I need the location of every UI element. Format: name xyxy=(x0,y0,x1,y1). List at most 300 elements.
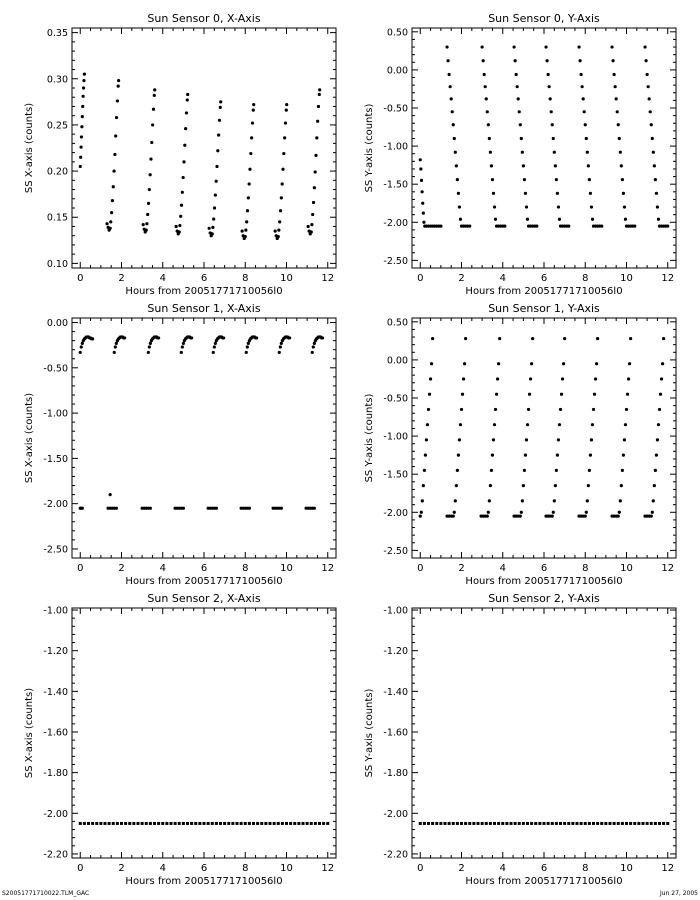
data-point xyxy=(109,493,112,496)
data-point xyxy=(486,514,489,517)
data-point xyxy=(547,73,550,76)
data-point xyxy=(653,164,656,167)
data-point xyxy=(591,218,594,221)
data-point xyxy=(535,224,538,227)
y-tick-label: 0.15 xyxy=(46,212,68,224)
data-series xyxy=(445,45,471,227)
data-point xyxy=(459,218,462,221)
y-axis-label: SS Y-axis (counts) xyxy=(364,103,375,193)
data-point xyxy=(624,423,627,426)
data-point xyxy=(562,362,565,365)
y-tick-label: -1.00 xyxy=(383,431,408,443)
data-point xyxy=(445,45,448,48)
data-point xyxy=(318,88,321,91)
data-point xyxy=(584,123,587,126)
data-point xyxy=(145,222,148,225)
data-point xyxy=(313,507,316,510)
data-series xyxy=(147,335,161,354)
data-point xyxy=(80,345,83,348)
data-series xyxy=(512,45,538,227)
y-tick-label: -1.40 xyxy=(383,686,408,698)
data-point xyxy=(419,167,422,170)
data-point xyxy=(585,137,588,140)
data-point xyxy=(557,438,560,441)
data-point xyxy=(458,438,461,441)
data-point xyxy=(312,201,315,204)
x-tick-label: 8 xyxy=(242,273,249,284)
x-tick-label: 12 xyxy=(321,863,335,874)
x-tick-label: 2 xyxy=(458,563,465,574)
data-point xyxy=(512,45,515,48)
data-point xyxy=(82,86,85,89)
data-point xyxy=(544,45,547,48)
plot-frame xyxy=(72,608,336,858)
y-tick-label: 0.20 xyxy=(46,166,68,178)
data-point xyxy=(148,188,151,191)
data-point xyxy=(518,110,521,113)
data-point xyxy=(456,469,459,472)
data-point xyxy=(453,511,456,514)
data-point xyxy=(561,377,564,380)
data-point xyxy=(658,408,661,411)
data-point xyxy=(488,499,491,502)
data-point xyxy=(180,351,183,354)
y-tick-label: 0.10 xyxy=(46,258,68,270)
data-point xyxy=(426,423,429,426)
data-point xyxy=(456,178,459,181)
data-point xyxy=(516,85,519,88)
data-point xyxy=(524,454,527,457)
y-tick-label: 0.30 xyxy=(46,74,68,86)
data-point xyxy=(313,186,316,189)
data-point xyxy=(482,59,485,62)
data-point xyxy=(211,232,214,235)
panel-ss1-x xyxy=(24,302,336,587)
plot-frame xyxy=(72,318,336,558)
y-tick-label: -2.50 xyxy=(383,255,408,267)
data-point xyxy=(146,213,149,216)
y-tick-label: -1.50 xyxy=(383,469,408,481)
data-point xyxy=(115,507,118,510)
data-point xyxy=(655,454,658,457)
data-point xyxy=(281,182,284,185)
data-point xyxy=(610,45,613,48)
data-point xyxy=(549,97,552,100)
data-point xyxy=(181,191,184,194)
data-point xyxy=(112,169,115,172)
data-point xyxy=(528,393,531,396)
x-tick-label: 10 xyxy=(620,563,633,574)
data-point xyxy=(587,484,590,487)
data-point xyxy=(153,94,156,97)
data-point xyxy=(627,377,630,380)
data-point xyxy=(550,110,553,113)
data-point xyxy=(182,507,185,510)
data-point xyxy=(619,499,622,502)
data-point xyxy=(216,149,219,152)
data-point xyxy=(453,137,456,140)
data-point xyxy=(582,97,585,100)
data-point xyxy=(214,193,217,196)
data-point xyxy=(148,345,151,348)
data-point xyxy=(215,165,218,168)
data-point xyxy=(109,227,112,230)
data-point xyxy=(531,337,534,340)
x-tick-label: 4 xyxy=(499,273,506,284)
data-point xyxy=(525,438,528,441)
data-point xyxy=(656,438,659,441)
data-point xyxy=(495,393,498,396)
data-point xyxy=(185,111,188,114)
data-point xyxy=(490,469,493,472)
data-point xyxy=(212,351,215,354)
data-point xyxy=(307,225,310,228)
x-tick-label: 4 xyxy=(499,563,506,574)
y-tick-label: -2.50 xyxy=(43,544,68,556)
panel-ss1-y xyxy=(364,302,676,587)
data-point xyxy=(514,59,517,62)
data-point xyxy=(114,134,117,137)
data-series xyxy=(180,335,194,354)
data-point xyxy=(648,97,651,100)
data-point xyxy=(558,423,561,426)
chart-title: Sun Sensor 2, X-Axis xyxy=(147,592,261,605)
y-tick-label: -2.20 xyxy=(383,849,408,861)
data-point xyxy=(556,454,559,457)
data-point xyxy=(113,153,116,156)
chart-title: Sun Sensor 2, Y-Axis xyxy=(488,592,600,605)
data-point xyxy=(581,85,584,88)
data-point xyxy=(529,377,532,380)
data-point xyxy=(556,192,559,195)
data-point xyxy=(79,165,82,168)
data-point xyxy=(655,192,658,195)
data-point xyxy=(486,110,489,113)
data-point xyxy=(587,164,590,167)
data-point xyxy=(81,105,84,108)
data-series xyxy=(311,335,325,354)
data-point xyxy=(520,137,523,140)
data-point xyxy=(215,180,218,183)
data-point xyxy=(147,202,150,205)
data-point xyxy=(503,224,506,227)
x-tick-label: 0 xyxy=(417,273,424,284)
data-point xyxy=(247,196,250,199)
y-tick-label: -2.50 xyxy=(383,545,408,557)
data-point xyxy=(248,168,251,171)
chart-title: Sun Sensor 1, Y-Axis xyxy=(488,302,600,315)
x-tick-label: 2 xyxy=(458,863,465,874)
data-point xyxy=(521,151,524,154)
data-point xyxy=(317,105,320,108)
data-point xyxy=(633,224,636,227)
data-point xyxy=(522,484,525,487)
data-point xyxy=(116,99,119,102)
data-point xyxy=(81,507,84,510)
data-point xyxy=(617,123,620,126)
data-series xyxy=(610,45,636,227)
y-tick-label: 0.00 xyxy=(386,65,408,77)
data-point xyxy=(112,185,115,188)
data-point xyxy=(552,137,555,140)
data-point xyxy=(558,218,561,221)
data-point xyxy=(278,351,281,354)
x-tick-label: 12 xyxy=(321,563,335,574)
data-point xyxy=(459,423,462,426)
data-point xyxy=(213,206,216,209)
data-point xyxy=(524,192,527,195)
data-point xyxy=(563,337,566,340)
x-tick-label: 8 xyxy=(242,863,249,874)
data-point xyxy=(628,362,631,365)
data-point xyxy=(649,110,652,113)
data-point xyxy=(315,136,318,139)
y-tick-label: 0.00 xyxy=(46,318,68,330)
data-point xyxy=(117,85,120,88)
x-tick-label: 6 xyxy=(540,563,548,574)
data-point xyxy=(457,454,460,457)
data-point xyxy=(594,377,597,380)
data-point xyxy=(592,408,595,411)
data-series xyxy=(453,337,468,514)
data-point xyxy=(457,192,460,195)
data-point xyxy=(552,511,555,514)
x-tick-label: 8 xyxy=(582,563,589,574)
data-point xyxy=(81,115,84,118)
data-series xyxy=(271,507,282,510)
x-tick-label: 4 xyxy=(159,863,166,874)
data-point xyxy=(422,221,425,224)
data-series xyxy=(79,73,86,169)
x-tick-label: 6 xyxy=(540,863,548,874)
data-point xyxy=(252,103,255,106)
data-point xyxy=(650,514,653,517)
data-point xyxy=(621,469,624,472)
data-series xyxy=(274,103,289,240)
x-tick-label: 2 xyxy=(118,273,125,284)
data-point xyxy=(659,393,662,396)
data-point xyxy=(526,218,529,221)
y-tick-label: -1.00 xyxy=(383,605,408,617)
data-point xyxy=(523,178,526,181)
data-point xyxy=(629,337,632,340)
data-point xyxy=(280,507,283,510)
data-point xyxy=(449,85,452,88)
data-point xyxy=(311,351,314,354)
data-point xyxy=(493,423,496,426)
data-point xyxy=(583,110,586,113)
x-tick-label: 12 xyxy=(321,273,335,284)
data-point xyxy=(498,337,501,340)
data-point xyxy=(484,85,487,88)
data-point xyxy=(123,336,126,339)
data-point xyxy=(150,141,153,144)
data-point xyxy=(611,59,614,62)
data-point xyxy=(487,511,490,514)
data-point xyxy=(554,484,557,487)
y-axis-label: SS Y-axis (counts) xyxy=(364,688,375,778)
data-series xyxy=(207,507,218,510)
y-tick-label: -1.00 xyxy=(43,605,68,617)
data-point xyxy=(281,168,284,171)
data-point xyxy=(314,154,317,157)
data-point xyxy=(487,123,490,126)
data-point xyxy=(559,408,562,411)
data-point xyxy=(589,192,592,195)
data-point xyxy=(614,85,617,88)
data-series xyxy=(240,507,251,510)
data-point xyxy=(662,337,665,340)
data-point xyxy=(419,514,422,517)
data-point xyxy=(595,362,598,365)
data-point xyxy=(184,127,187,130)
data-point xyxy=(654,178,657,181)
data-point xyxy=(446,59,449,62)
footer-date: Jun 27, 2005 xyxy=(659,890,698,897)
data-point xyxy=(244,235,247,238)
x-tick-label: 8 xyxy=(242,563,249,574)
data-point xyxy=(517,97,520,100)
data-point xyxy=(585,511,588,514)
data-point xyxy=(149,507,152,510)
data-point xyxy=(316,120,319,123)
x-tick-label: 0 xyxy=(77,563,84,574)
data-point xyxy=(586,151,589,154)
data-point xyxy=(114,345,117,348)
data-series xyxy=(245,335,259,354)
data-point xyxy=(79,156,82,159)
y-tick-label: -0.50 xyxy=(383,393,408,405)
data-point xyxy=(651,137,654,140)
y-tick-label: -1.80 xyxy=(383,768,408,780)
x-tick-label: 10 xyxy=(280,863,293,874)
data-point xyxy=(115,116,118,119)
data-point xyxy=(255,336,258,339)
data-series xyxy=(174,507,185,510)
data-point xyxy=(278,220,281,223)
x-tick-label: 8 xyxy=(582,863,589,874)
data-point xyxy=(208,227,211,230)
data-point xyxy=(623,205,626,208)
data-point xyxy=(644,59,647,62)
data-point xyxy=(282,152,285,155)
data-point xyxy=(219,106,222,109)
data-point xyxy=(312,345,315,348)
data-point xyxy=(588,469,591,472)
y-tick-label: -1.40 xyxy=(43,686,68,698)
data-point xyxy=(252,109,255,112)
data-series xyxy=(113,335,127,354)
data-series xyxy=(79,335,95,354)
data-point xyxy=(152,108,155,111)
data-point xyxy=(245,220,248,223)
data-point xyxy=(450,97,453,100)
data-series xyxy=(651,337,666,514)
x-tick-label: 10 xyxy=(620,863,633,874)
data-point xyxy=(545,59,548,62)
data-series xyxy=(577,514,586,517)
y-tick-label: 0.50 xyxy=(386,317,408,329)
data-point xyxy=(186,98,189,101)
data-point xyxy=(280,196,283,199)
data-point xyxy=(285,109,288,112)
x-tick-label: 0 xyxy=(77,863,84,874)
data-point xyxy=(618,137,621,140)
data-point xyxy=(452,514,455,517)
y-tick-label: -1.60 xyxy=(43,727,68,739)
data-point xyxy=(652,499,655,502)
data-point xyxy=(600,224,603,227)
data-point xyxy=(493,205,496,208)
data-point xyxy=(497,362,500,365)
data-point xyxy=(439,224,442,227)
data-point xyxy=(613,73,616,76)
data-point xyxy=(241,229,244,232)
x-axis-label: Hours from 20051771710056l0 xyxy=(125,576,283,587)
data-series xyxy=(487,337,502,514)
data-point xyxy=(464,337,467,340)
data-point xyxy=(182,176,185,179)
y-tick-label: -1.00 xyxy=(383,141,408,153)
data-series xyxy=(544,514,553,517)
data-point xyxy=(284,121,287,124)
data-point xyxy=(551,123,554,126)
data-point xyxy=(650,123,653,126)
data-point xyxy=(525,205,528,208)
data-point xyxy=(468,224,471,227)
data-point xyxy=(318,93,321,96)
data-point xyxy=(591,423,594,426)
data-point xyxy=(481,45,484,48)
data-point xyxy=(620,484,623,487)
data-point xyxy=(589,454,592,457)
data-point xyxy=(420,179,423,182)
y-axis-label: SS X-axis (counts) xyxy=(24,392,35,484)
x-axis-label: Hours from 20051771710056l0 xyxy=(465,876,623,887)
data-point xyxy=(181,345,184,348)
data-point xyxy=(288,336,291,339)
data-series xyxy=(241,103,256,240)
data-point xyxy=(590,438,593,441)
data-point xyxy=(657,423,660,426)
data-point xyxy=(619,151,622,154)
data-point xyxy=(494,218,497,221)
data-point xyxy=(311,213,314,216)
data-series xyxy=(552,337,567,514)
data-point xyxy=(490,164,493,167)
data-series xyxy=(479,514,488,517)
data-point xyxy=(246,209,249,212)
data-series xyxy=(643,514,652,517)
data-point xyxy=(246,345,249,348)
data-point xyxy=(105,222,108,225)
plot-frame xyxy=(412,318,676,558)
data-point xyxy=(249,152,252,155)
plot-frame xyxy=(412,608,676,858)
data-point xyxy=(454,499,457,502)
data-point xyxy=(660,377,663,380)
data-point xyxy=(421,202,424,205)
data-point xyxy=(489,151,492,154)
data-point xyxy=(111,199,114,202)
y-tick-label: -1.20 xyxy=(383,646,408,658)
data-point xyxy=(217,133,220,136)
data-point xyxy=(248,507,251,510)
data-point xyxy=(190,336,193,339)
data-point xyxy=(623,438,626,441)
data-point xyxy=(584,514,587,517)
data-point xyxy=(79,145,82,148)
